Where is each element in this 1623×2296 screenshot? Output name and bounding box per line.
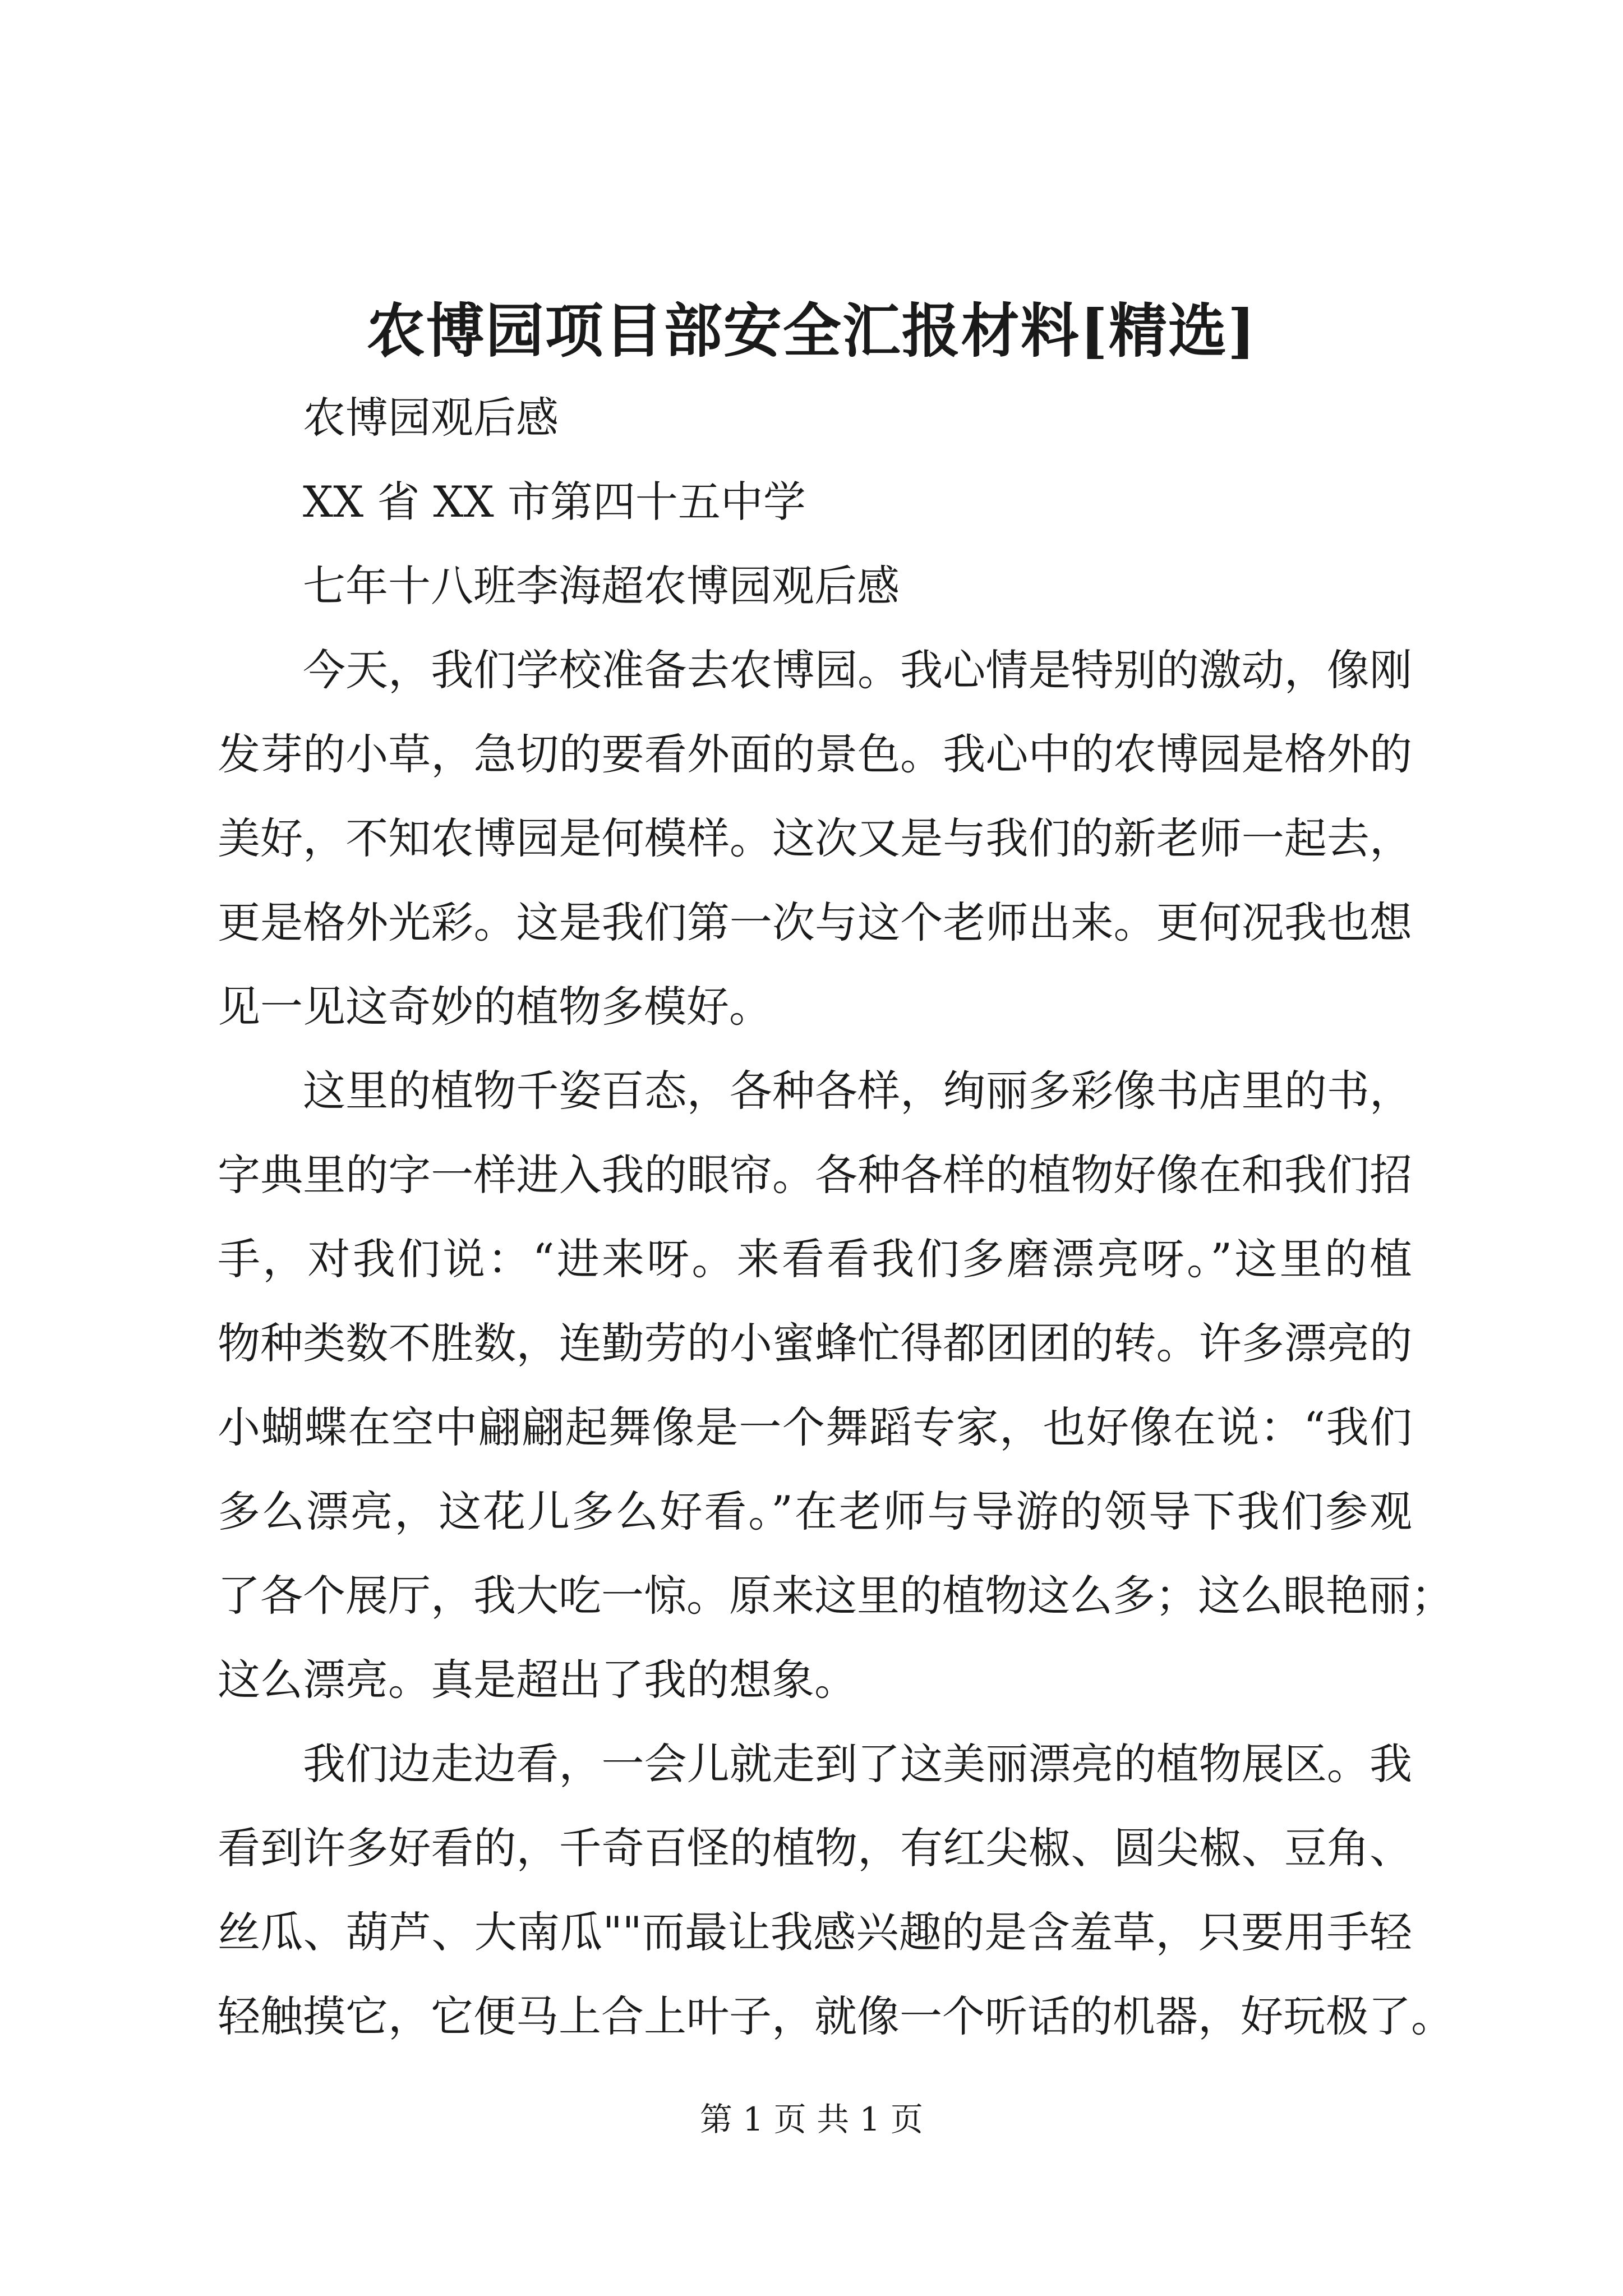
text-line: 字典里的字一样进入我的眼帘。各种各样的植物好像在和我们招 bbox=[218, 1150, 1412, 1200]
document-body bbox=[218, 376, 1454, 2059]
text-line: 美好，不知农博园是何模样。这次又是与我们的新老师一起去， bbox=[218, 813, 1412, 863]
text-line: 我们边走边看，一会儿就走到了这美丽漂亮的植物展区。我 bbox=[303, 1739, 1412, 1789]
text-line: 更是格外光彩。这是我们第一次与这个老师出来。更何况我也想 bbox=[218, 898, 1412, 947]
text-line: 丝瓜、葫芦、大南瓜""而最让我感兴趣的是含羞草，只要用手轻 bbox=[218, 1907, 1412, 1957]
text-line: 手，对我们说：“进来呀。来看看我们多磨漂亮呀。”这里的植 bbox=[218, 1234, 1412, 1284]
text-line: 见一见这奇妙的植物多模好。 bbox=[218, 982, 772, 1032]
text-line: 小蝴蝶在空中翩翩起舞像是一个舞蹈专家，也好像在说：“我们 bbox=[218, 1402, 1412, 1452]
text-line: 多么漂亮，这花儿多么好看。”在老师与导游的领导下我们参观 bbox=[218, 1487, 1412, 1536]
page-footer: 第 1 页 共 1 页 bbox=[700, 2100, 923, 2138]
text-line: 农博园观后感 bbox=[303, 393, 559, 443]
text-line: 今天，我们学校准备去农博园。我心情是特别的激动，像刚 bbox=[303, 645, 1412, 695]
text-line: 七年十八班李海超农博园观后感 bbox=[303, 561, 900, 611]
text-line: 物种类数不胜数，连勤劳的小蜜蜂忙得都团团的转。许多漂亮的 bbox=[218, 1318, 1412, 1368]
text-line: 了各个展厅，我大吃一惊。原来这里的植物这么多；这么眼艳丽； bbox=[218, 1571, 1454, 1621]
text-line: 这么漂亮。真是超出了我的想象。 bbox=[218, 1655, 857, 1705]
text-line: 这里的植物千姿百态，各种各样，绚丽多彩像书店里的书， bbox=[303, 1066, 1412, 1116]
text-line: XX 省 XX 市第四十五中学 bbox=[303, 477, 806, 527]
text-line: 发芽的小草，急切的要看外面的景色。我心中的农博园是格外的 bbox=[218, 729, 1412, 779]
text-line: 轻触摸它，它便马上合上叶子，就像一个听话的机器，好玩极了。 bbox=[218, 1991, 1454, 2041]
text-line: 看到许多好看的，千奇百怪的植物，有红尖椒、圆尖椒、豆角、 bbox=[218, 1823, 1412, 1873]
document-title: 农博园项目部安全汇报材料[精选] bbox=[366, 296, 1257, 365]
